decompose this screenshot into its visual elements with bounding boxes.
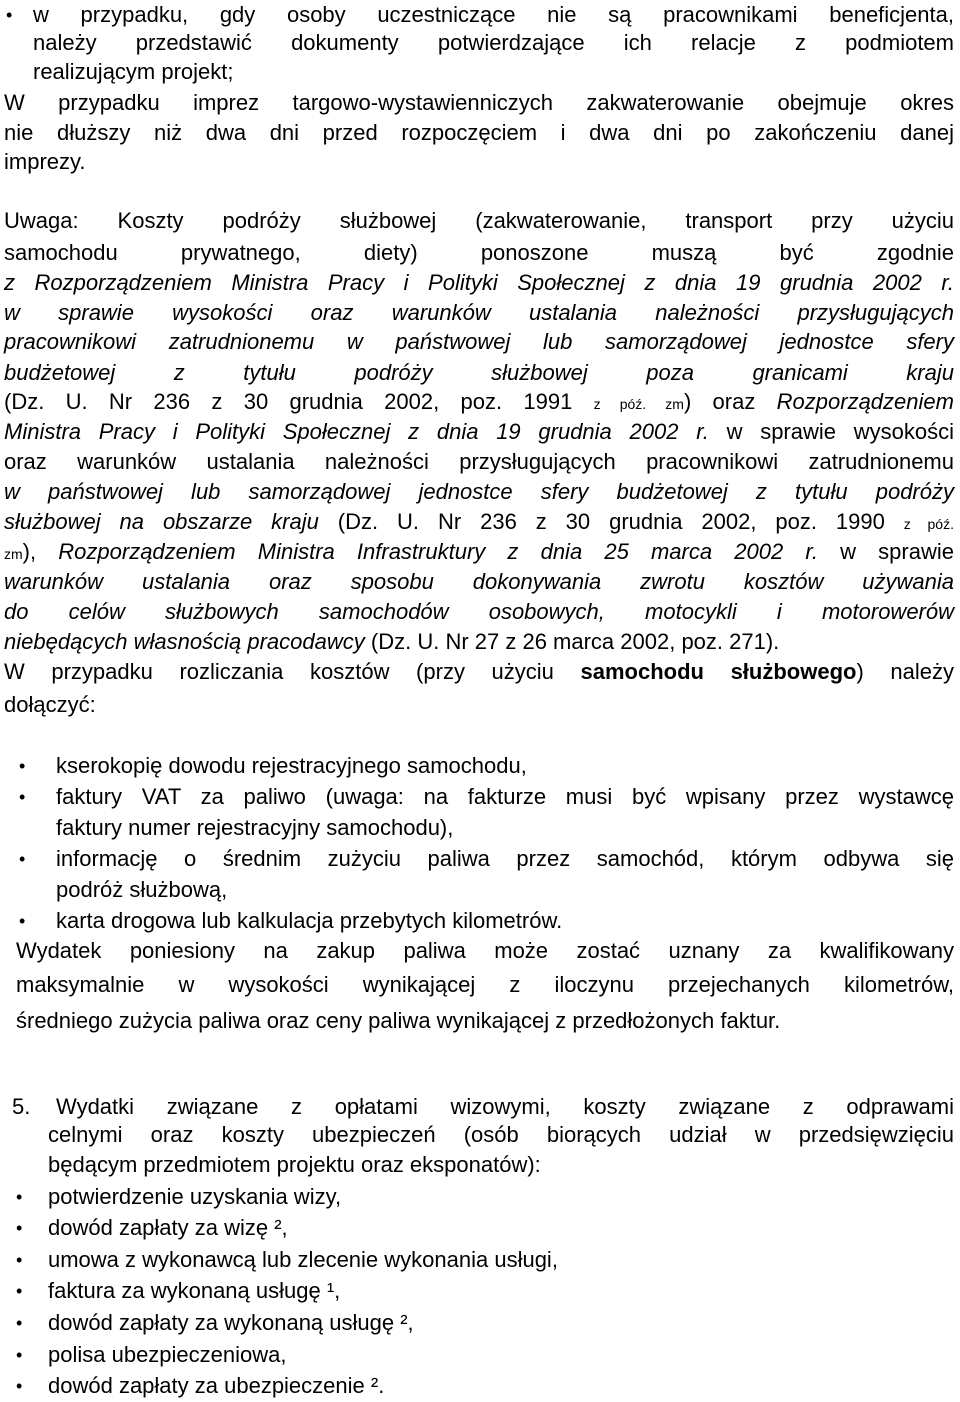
note-line-10: w państwowej lub samorządowej jednostce sfery budżetowej z tytułu podróży <box>4 479 954 504</box>
trade-fairs-line-2: nie dłuższy niż dwa dni przed rozpoczęciem i dwa dni po zakończeniu danej <box>4 120 954 145</box>
note-line-15: niebędących własnością pracodawcy (Dz. U. Nr 27 z 26 marca 2002, poz. 271). <box>4 629 780 654</box>
bullet-dot: • <box>19 849 26 869</box>
section-5-number: 5. <box>12 1094 31 1119</box>
section-5-item: dowód zapłaty za wykonaną usługę ², <box>48 1310 414 1335</box>
car-list-item-1: kserokopię dowodu rejestracyjnego samochodu, <box>56 753 527 778</box>
section-5-item: polisa ubezpieczeniowa, <box>48 1342 287 1367</box>
bullet-dot: • <box>16 1218 23 1238</box>
fuel-line-3: średniego zużycia paliwa oraz ceny paliwa wynikającej z przedłożonych faktur. <box>16 1008 781 1033</box>
note-line-11: służbowej na obszarze kraju (Dz. U. Nr 236 z 30 grudnia 2002, poz. 1990 z póź. <box>4 509 954 534</box>
section-5-line-1: Wydatki związane z opłatami wizowymi, koszty związane z odprawami <box>56 1094 954 1119</box>
company-car-line-1: W przypadku rozliczania kosztów (przy użyciu samochodu służbowego) należy <box>4 659 954 684</box>
note-line-1: Uwaga: Koszty podróży służbowej (zakwaterowanie, transport przy użyciu <box>4 208 954 233</box>
note-line-2: samochodu prywatnego, diety) ponoszone muszą być zgodnie <box>4 240 954 265</box>
section-5-item: potwierdzenie uzyskania wizy, <box>48 1184 342 1209</box>
bullet-dot: • <box>6 5 13 25</box>
note-line-14: do celów służbowych samochodów osobowych, motocykli i motorowerów <box>4 599 954 624</box>
bullet-dot: • <box>19 756 26 776</box>
car-list-item-3-line-2: podróż służbową, <box>56 877 228 902</box>
section-5-item: dowód zapłaty za ubezpieczenie ². <box>48 1373 385 1398</box>
note-line-4: w sprawie wysokości oraz warunków ustalania należności przysługujących <box>4 300 954 325</box>
note-line-8: Ministra Pracy i Polityki Społecznej z dnia 19 grudnia 2002 r. w sprawie wysokości <box>4 419 954 444</box>
car-list-item-2-line-1: faktury VAT za paliwo (uwaga: na fakturze musi być wpisany przez wystawcę <box>56 784 954 809</box>
note-line-7: (Dz. U. Nr 236 z 30 grudnia 2002, poz. 1991 z póź. zm) oraz Rozporządzeniem <box>4 389 954 414</box>
bullet-dot: • <box>19 911 26 931</box>
note-line-5: pracownikowi zatrudnionemu w państwowej lub samorządowej jednostce sfery <box>4 329 954 354</box>
bullet-dot: • <box>16 1345 23 1365</box>
section-5-item: dowód zapłaty za wizę ², <box>48 1215 288 1240</box>
section-5-item: umowa z wykonawcą lub zlecenie wykonania usługi, <box>48 1247 558 1272</box>
bullet-dot: • <box>19 787 26 807</box>
top-bullet-line-3: realizującym projekt; <box>33 59 234 84</box>
note-line-9: oraz warunków ustalania należności przysługujących pracownikowi zatrudnionemu <box>4 449 954 474</box>
top-bullet-line-1: w przypadku, gdy osoby uczestniczące nie są pracownikami beneficjenta, <box>33 2 954 27</box>
note-line-6: budżetowej z tytułu podróży służbowej poza granicami kraju <box>4 360 954 385</box>
fuel-line-2: maksymalnie w wysokości wynikającej z iloczynu przejechanych kilometrów, <box>16 972 954 997</box>
bullet-dot: • <box>16 1313 23 1333</box>
fuel-line-1: Wydatek poniesiony na zakup paliwa może zostać uznany za kwalifikowany <box>16 938 954 963</box>
bullet-dot: • <box>16 1187 23 1207</box>
bullet-dot: • <box>16 1250 23 1270</box>
company-car-line-2: dołączyć: <box>4 692 96 717</box>
bullet-dot: • <box>16 1376 23 1396</box>
note-line-3: z Rozporządzeniem Ministra Pracy i Polityki Społecznej z dnia 19 grudnia 2002 r. <box>4 270 954 295</box>
trade-fairs-line-1: W przypadku imprez targowo-wystawienniczych zakwaterowanie obejmuje okres <box>4 90 954 115</box>
top-bullet-line-2: należy przedstawić dokumenty potwierdzające ich relacje z podmiotem <box>33 30 954 55</box>
trade-fairs-line-3: imprezy. <box>4 149 86 174</box>
note-line-13: warunków ustalania oraz sposobu dokonywania zwrotu kosztów używania <box>4 569 954 594</box>
car-list-item-4: karta drogowa lub kalkulacja przebytych kilometrów. <box>56 908 563 933</box>
bullet-dot: • <box>16 1281 23 1301</box>
note-line-12: zm), Rozporządzeniem Ministra Infrastruktury z dnia 25 marca 2002 r. w sprawie <box>4 539 954 564</box>
section-5-line-3: będącym przedmiotem projektu oraz eksponatów): <box>48 1152 541 1177</box>
car-list-item-3-line-1: informację o średnim zużyciu paliwa przez samochód, którym odbywa się <box>56 846 954 871</box>
section-5-line-2: celnymi oraz koszty ubezpieczeń (osób biorących udział w przedsięwzięciu <box>48 1122 954 1147</box>
section-5-item: faktura za wykonaną usługę ¹, <box>48 1278 341 1303</box>
car-list-item-2-line-2: faktury numer rejestracyjny samochodu), <box>56 815 454 840</box>
